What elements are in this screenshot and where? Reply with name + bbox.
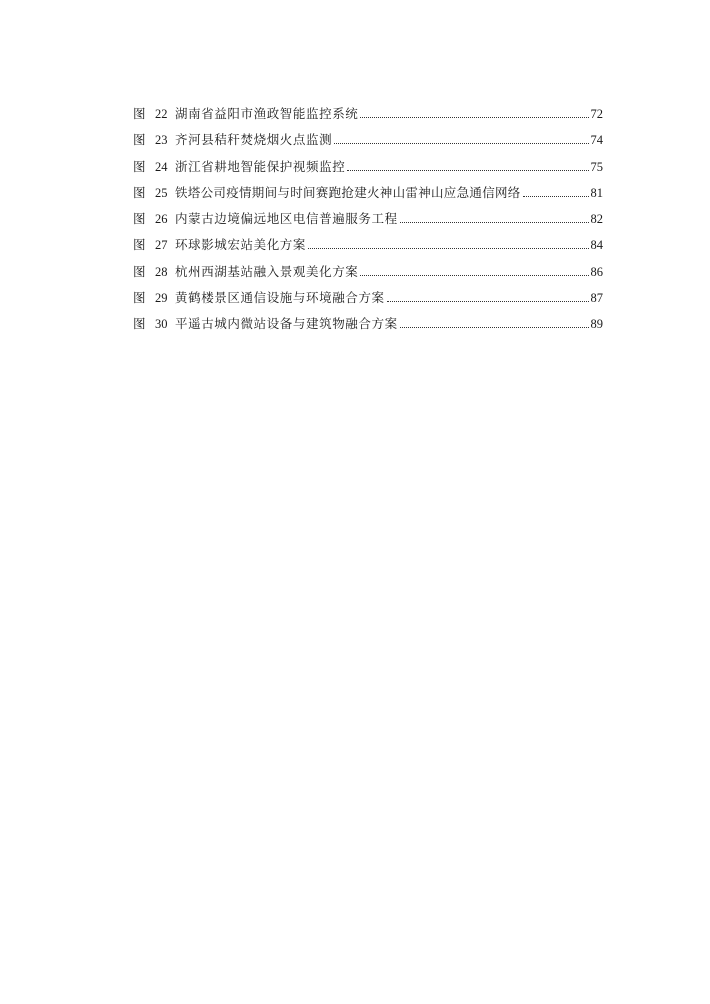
figure-prefix: 图: [133, 316, 146, 332]
figure-number: 30: [155, 317, 168, 332]
figure-prefix: 图: [133, 263, 146, 279]
figure-number: 26: [155, 212, 168, 227]
figure-prefix: 图: [133, 184, 146, 200]
figure-title: 湖南省益阳市渔政智能监控系统: [175, 106, 359, 121]
figure-title: 环球影城宏站美化方案: [175, 237, 307, 253]
figure-prefix: 图: [133, 211, 146, 227]
dot-leader: [400, 327, 589, 328]
toc-entry-figure-24[interactable]: [133, 157, 603, 183]
dot-leader: [360, 117, 588, 118]
dot-leader: [334, 143, 588, 144]
dot-leader: [387, 301, 589, 302]
toc-entry-figure-27[interactable]: [133, 235, 603, 261]
page-number: 89: [590, 317, 603, 332]
page-number: 84: [590, 238, 603, 253]
figure-number: 25: [155, 185, 168, 200]
toc-entry-figure-29[interactable]: [133, 288, 603, 314]
figure-number: 24: [155, 159, 168, 174]
toc-entry-figure-30[interactable]: [133, 314, 603, 340]
page-number: 87: [590, 291, 603, 306]
figure-number: 29: [155, 291, 168, 306]
toc-entry-figure-23[interactable]: [133, 130, 603, 156]
figure-prefix: 图: [133, 106, 146, 121]
page-number: 82: [590, 212, 603, 227]
page-number: 75: [590, 159, 603, 174]
page-number: 74: [590, 133, 603, 148]
dot-leader: [523, 196, 589, 197]
figure-prefix: 图: [133, 132, 146, 148]
figure-prefix: 图: [133, 290, 146, 306]
figure-title: 齐河县秸秆焚烧烟火点监测: [175, 132, 333, 148]
figure-number: 27: [155, 238, 168, 253]
figure-title: 内蒙古边境偏远地区电信普遍服务工程: [175, 211, 398, 227]
page-number: 81: [590, 185, 603, 200]
toc-entry-figure-26[interactable]: [133, 209, 603, 235]
page-number: 72: [590, 107, 603, 121]
figure-number: 23: [155, 133, 168, 148]
figure-title: 平遥古城内微站设备与建筑物融合方案: [175, 316, 398, 332]
figure-number: 28: [155, 264, 168, 279]
dot-leader: [360, 275, 588, 276]
page-number: 86: [590, 264, 603, 279]
figure-prefix: 图: [133, 158, 146, 174]
dot-leader: [308, 248, 588, 249]
figure-title: 黄鹤楼景区通信设施与环境融合方案: [175, 290, 385, 306]
list-of-figures: [133, 104, 603, 341]
dot-leader: [400, 222, 589, 223]
figure-title: 铁塔公司疫情期间与时间赛跑抢建火神山雷神山应急通信网络: [175, 184, 521, 200]
toc-entry-figure-22[interactable]: [133, 104, 603, 130]
toc-entry-figure-28[interactable]: [133, 262, 603, 288]
dot-leader: [347, 170, 588, 171]
figure-title: 浙江省耕地智能保护视频监控: [175, 158, 346, 174]
toc-entry-figure-25[interactable]: [133, 183, 603, 209]
figure-prefix: 图: [133, 237, 146, 253]
figure-title: 杭州西湖基站融入景观美化方案: [175, 263, 359, 279]
figure-number: 22: [155, 107, 168, 121]
